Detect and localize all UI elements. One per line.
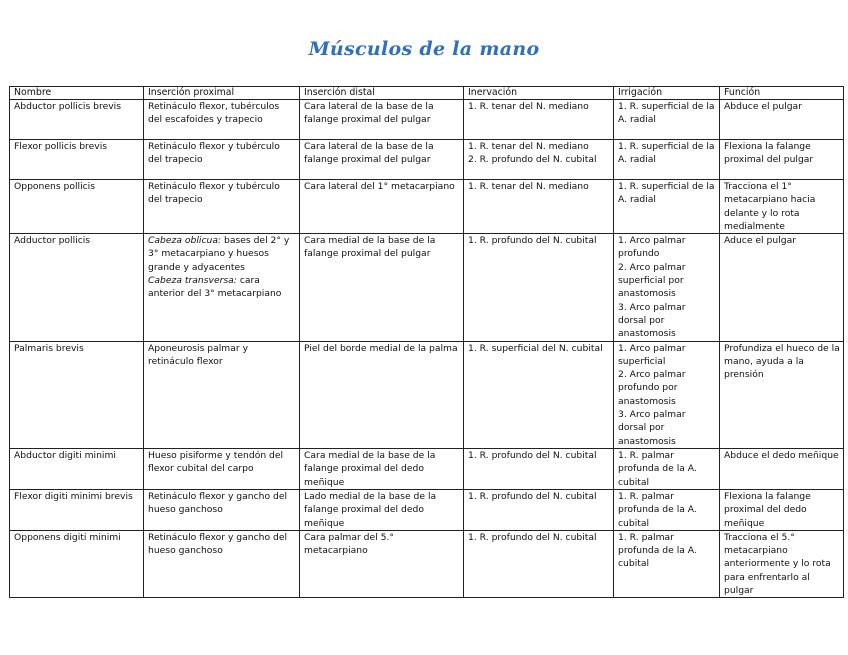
cell-inervacion [464,341,614,448]
irrigacion-item: 3. Arco palmar dorsal por anastomosis [618,409,686,447]
irrigacion-item: 1. Arco palmar profundo [618,235,686,260]
cell-funcion: Flexiona la falange proximal del dedo meñique [720,489,844,530]
cell-funcion: Flexiona la falange proximal del pulgar [720,140,844,180]
cell-proximal: Hueso pisiforme y tendón del flexor cubital del carpo [144,448,300,489]
irrigacion-item: 2. Arco palmar superficial por anastomosis [618,261,686,300]
cell-inervacion [464,140,614,180]
cell-proximal: Retináculo flexor y gancho del hueso ganchoso [144,530,300,597]
cell-funcion: Tracciona el 1° metacarpiano hacia delante y lo rota medialmente [720,180,844,234]
cell-nombre: Adductor pollicis [10,234,144,341]
cell-nombre: Flexor digiti minimi brevis [10,489,144,530]
cell-funcion: Profundiza el hueco de la mano, ayuda a la prensión [720,341,844,448]
table-row [10,180,844,234]
cell-irrigacion [614,341,720,448]
cell-funcion: Abduce el dedo meñique [720,448,844,489]
cell-distal: Cara lateral de la base de la falange proximal del pulgar [300,140,464,180]
cell-inervacion [464,530,614,597]
header-funcion: Función [720,87,844,100]
cell-irrigacion [614,530,720,597]
cell-distal: Cara medial de la base de la falange proximal del dedo meñique [300,448,464,489]
cell-distal: Cara lateral del 1° metacarpiano [300,180,464,234]
cell-distal: Piel del borde medial de la palma [300,341,464,448]
cell-nombre: Abductor digiti minimi [10,448,144,489]
header-irrigacion: Irrigación [614,87,720,100]
cell-nombre: Palmaris brevis [10,341,144,448]
table-row [10,448,844,489]
irrigacion-item: 1. Arco palmar superficial [618,342,686,367]
cell-irrigacion [614,140,720,180]
inervacion-item: 2. R. profundo del N. cubital [468,154,597,166]
cell-distal: Cara lateral de la base de la falange proximal del pulgar [300,100,464,140]
cell-funcion: Abduce el pulgar [720,100,844,140]
cell-proximal: Aponeurosis palmar y retináculo flexor [144,341,300,448]
cell-irrigacion [614,234,720,341]
header-insercion-proximal: Inserción proximal [144,87,300,100]
cell-inervacion [464,100,614,140]
irrigacion-item: 1. R. palmar profunda de la A. cubital [618,490,697,529]
muscles-table [9,86,844,598]
cell-irrigacion [614,448,720,489]
irrigacion-item: 1. R. palmar profunda de la A. cubital [618,531,697,570]
cell-inervacion [464,489,614,530]
irrigacion-item: 1. R. superficial de la A. radial [618,181,715,206]
table-row [10,234,844,341]
inervacion-item: 1. R. tenar del N. mediano [468,181,589,192]
table-row [10,100,844,140]
inervacion-item: 1. R. profundo del N. cubital [468,449,597,461]
table-row [10,489,844,530]
inervacion-item: 1. R. profundo del N. cubital [468,235,597,247]
cell-distal: Lado medial de la base de la falange proximal del dedo meñique [300,489,464,530]
cell-nombre: Flexor pollicis brevis [10,140,144,180]
inervacion-item: 1. R. tenar del N. mediano [468,101,589,112]
irrigacion-item: 1. R. superficial de la A. radial [618,101,715,126]
cell-nombre: Abductor pollicis brevis [10,100,144,140]
cell-inervacion [464,180,614,234]
cell-nombre: Opponens digiti minimi [10,530,144,597]
cell-proximal: Retináculo flexor y tubérculo del trapecio [144,140,300,180]
cell-distal: Cara palmar del 5.° metacarpiano [300,530,464,597]
header-nombre: Nombre [10,87,144,100]
cell-funcion: Tracciona el 5.° metacarpiano anteriormente y lo rota para enfrentarlo al pulgar [720,530,844,597]
cell-irrigacion [614,489,720,530]
cabeza-oblicua-label: Cabeza oblicua: [148,235,222,247]
cell-irrigacion [614,180,720,234]
header-inervacion: Inervación [464,87,614,100]
inervacion-item: 1. R. profundo del N. cubital [468,490,597,502]
cabeza-oblicua-text: bases del 2° y 3° metacarpiano y huesos grande y adyacentes [148,235,290,273]
cell-nombre: Opponens pollicis [10,180,144,234]
cabeza-transversa-label: Cabeza transversa: [148,275,237,287]
cell-proximal: Retináculo flexor y gancho del hueso ganchoso [144,489,300,530]
cell-inervacion [464,448,614,489]
cell-funcion: Aduce el pulgar [720,234,844,341]
irrigacion-item: 1. R. superficial de la A. radial [618,141,715,166]
cell-proximal: Retináculo flexor, tubérculos del escafoides y trapecio [144,100,300,140]
header-insercion-distal: Inserción distal [300,87,464,100]
cell-inervacion [464,234,614,341]
irrigacion-item: 2. Arco palmar profundo por anastomosis [618,369,686,407]
cell-distal: Cara medial de la base de la falange proximal del pulgar [300,234,464,341]
table-row [10,341,844,448]
cell-proximal [144,234,300,341]
irrigacion-item: 3. Arco palmar dorsal por anastomosis [618,301,686,340]
table-row [10,140,844,180]
page-title: Músculos de la mano [308,38,540,60]
cell-irrigacion [614,100,720,140]
inervacion-item: 1. R. profundo del N. cubital [468,531,597,543]
inervacion-item: 1. R. superficial del N. cubital [468,342,603,354]
cabeza-transversa-text: cara anterior del 3° metacarpiano [148,275,282,300]
cell-proximal: Retináculo flexor y tubérculo del trapecio [144,180,300,234]
table-row [10,530,844,597]
inervacion-item: 1. R. tenar del N. mediano [468,141,589,152]
irrigacion-item: 1. R. palmar profunda de la A. cubital [618,449,697,488]
table-header-row [10,87,844,100]
